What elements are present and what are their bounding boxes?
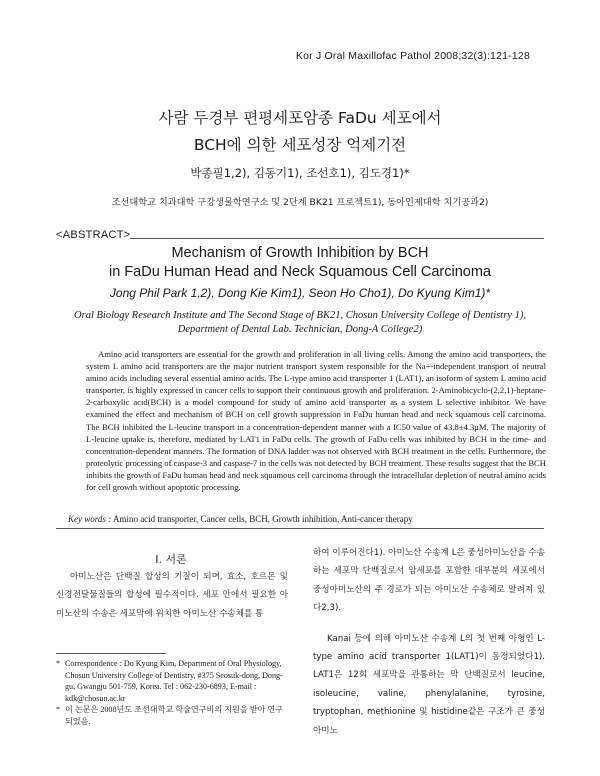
korean-title-line1: 사람 두경부 편평세포암종 FaDu 세포에서 [158, 109, 442, 127]
right-column [313, 544, 545, 740]
english-affiliation-line2: Department of Dental Lab. Technician, Dong-A College2) [177, 324, 423, 335]
abstract-label: <ABSTRACT> [56, 229, 131, 241]
abstract-text: Amino acid transporters are essential for the growth and proliferation in all living cells. Among the amino acid transporters, the system L amino acid transporters are the major nutrient transport system responsible for the Na+-independent transport of neutral amino acids including several essential amino acids. The L-type amino acid transporter 1 (LAT1), an isoform of system L amino acid transporter, is highly expressed in cancer cells to support their continuous growth and proliferation. 2-Aminobicyclo-(2,2,1)-heptane-2-carboxylic acid(BCH) is a model compound for study of amino acid transporter as a system L selective inhibitor. We have examined the effect and mechanism of BCH on cell growth suppression in FaDu human head and neck squamous cell carcinoma. The BCH inhibited the L-leucine transport in a concentration-dependent manner with a IC50 value of 43.8±4.3μM. The majority of L-leucine uptake is, therefore, mediated by LAT1 in FaDu cells. The growth of FaDu cells was inhibited by BCH in the time- and concentration-dependent manners. The formation of DNA ladder was not observed with BCH treatment in the cells. Furthermore, the proteolytic processing of caspase-3 and caspase-7 in the cells was not detected by BCH treatment. These results suggest that the BCH inhibits the growth of FaDu human head and neck squamous cell carcinoma through the intracellular depletion of neutral amino acids for cell growth without apoptotic processing. [86, 349, 546, 493]
keywords [68, 514, 538, 524]
english-title-line1: Mechanism of Growth Inhibition by BCH [171, 245, 429, 261]
footnote-asterisk: * [56, 705, 61, 715]
footnotes [56, 658, 288, 728]
korean-title-line2: BCH에 의한 세포성장 억제기전 [193, 136, 407, 154]
intro-paragraph-right-1: 하여 이루어진다1). 아미노산 수송계 L은 중성아미노산을 수송하는 세포막 단백질로서 암세포를 포함한 대부분의 세포에서 중성아미노산의 주 경로가 되는 아미노산 수송체로 알려져 있다2,3). [313, 548, 545, 614]
footnote-correspondence-text: Correspondence : Do Kyung Kim, Department of Oral Physiology, Chosun University College of Dentistry, #375 Seosuk-dong, Dong-gu, Gwangju 501-759, Korea. Tel : 062-230-6893, E-mail : kdk@chosun.ac.kr [65, 659, 283, 703]
journal-citation: Kor J Oral Maxillofac Pathol 2008;32(3):121-128 [295, 50, 530, 62]
footnote-rule [56, 653, 166, 654]
abstract-top-rule [130, 238, 544, 239]
keywords-label: Key words : [68, 514, 112, 524]
english-affiliation-line1: Oral Biology Research Institute and The Second Stage of BK21, Chosun University College of Dentistry 1), [74, 310, 526, 321]
footnote-funding [56, 704, 288, 727]
section-heading-introduction: I. 서론 [155, 553, 187, 566]
korean-affiliation: 조선대학교 치과대학 구강생물학연구소 및 2단계 BK21 프로젝트1), 동아인제대학 치기공과2) [111, 197, 489, 208]
abstract-bottom-rule [56, 528, 544, 529]
footnote-funding-text: 이 논문은 2008년도 조선대학교 학술연구비의 지원을 받아 연구되었음. [65, 705, 283, 726]
intro-paragraph-left: 아미노산은 단백질 합성의 기질이 되며, 효소, 호르몬 및 신경전달물질들의 합성에 필수적이다. 세포 안에서 필요한 아미노산의 수송은 세포막에 위치한 아미노산 수송체를 통 [56, 572, 288, 619]
english-title-line2: in FaDu Human Head and Neck Squamous Cell Carcinoma [108, 264, 491, 280]
korean-authors: 박종필1,2), 김동기1), 조선호1), 김도경1)* [190, 166, 410, 180]
intro-paragraph-right-2: Kanai 등에 의해 아미노산 수송계 L의 첫 번째 아형인 L-type amino acid transporter 1(LAT1)이 동정되었다1). LAT1은 12회 세포막을 관통하는 막 단백질로서 leucine, isoleucine, valine, phenylalanine, tyrosine, tryptophan, methionine 및 histidine같은 구조가 큰 중성아미노 [313, 633, 545, 736]
footnote-correspondence [56, 658, 288, 704]
footnote-asterisk: * [56, 659, 61, 668]
english-authors: Jong Phil Park 1,2), Dong Kie Kim1), Seon Ho Cho1), Do Kyung Kim1)* [109, 286, 491, 300]
abstract-body [86, 348, 546, 493]
left-column [56, 568, 288, 623]
keywords-text: Amino acid transporter, Cancer cells, BCH, Growth inhibition, Anti-cancer therapy [112, 514, 413, 524]
